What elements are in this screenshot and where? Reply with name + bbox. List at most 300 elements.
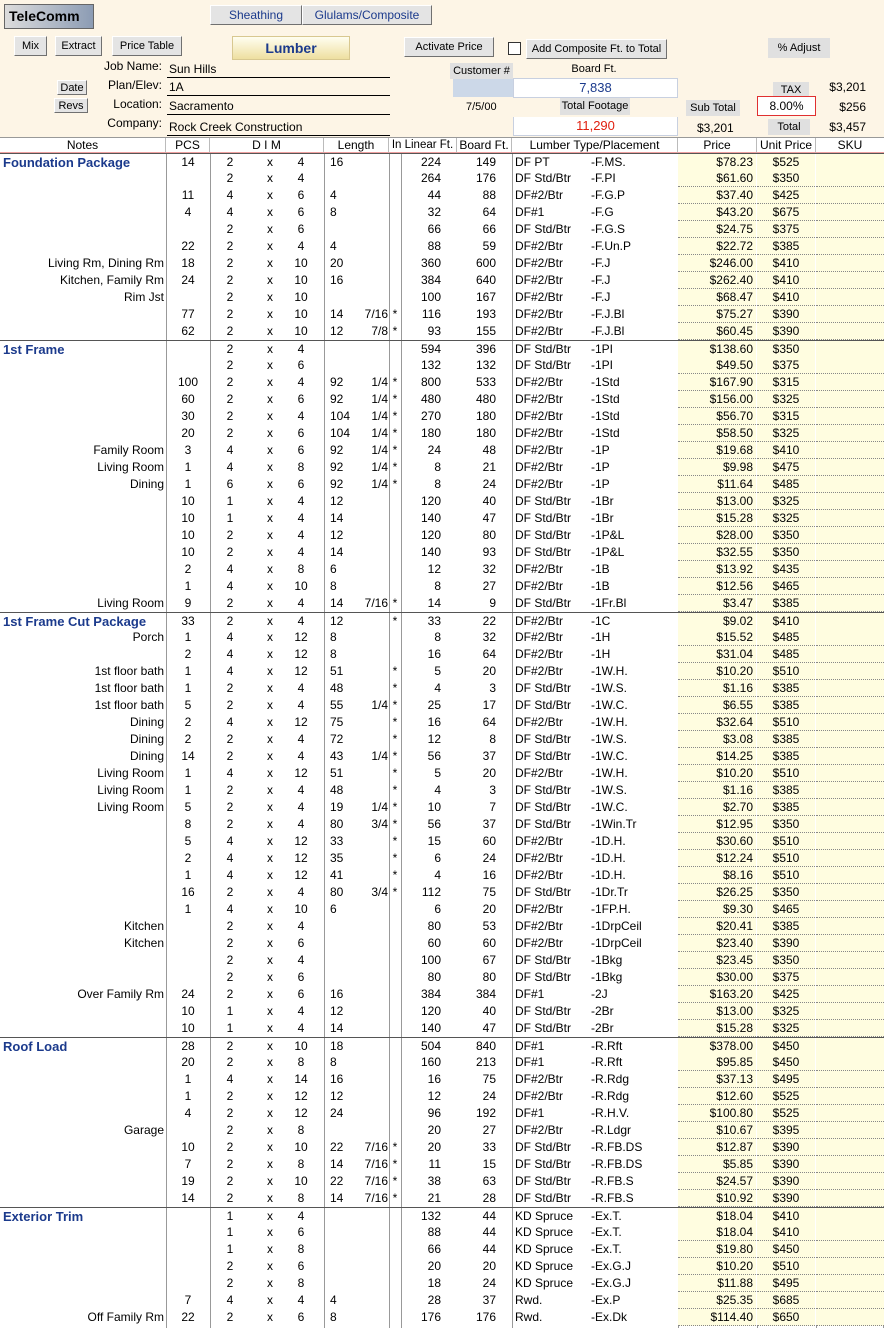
length-fraction-cell[interactable] — [358, 341, 388, 358]
pcs-cell[interactable] — [166, 289, 210, 306]
dim2-cell[interactable]: 6 — [297, 1310, 305, 1324]
dim2-cell[interactable]: 4 — [297, 494, 305, 508]
length-fraction-cell[interactable]: 7/16 — [364, 1140, 388, 1154]
length-fraction-cell[interactable] — [358, 765, 388, 782]
sku-cell[interactable] — [816, 204, 884, 221]
length-fraction-cell[interactable] — [358, 646, 388, 663]
sku-cell[interactable] — [816, 782, 884, 799]
sku-cell[interactable] — [816, 748, 884, 765]
lumber-type-cell[interactable]: DF#2/Btr — [515, 715, 564, 729]
lumber-type-cell[interactable]: DF#2/Btr — [515, 919, 564, 933]
lumber-type-cell[interactable]: DF#2/Btr — [515, 614, 564, 628]
pcs-cell[interactable]: 16 — [181, 885, 195, 899]
placement-cell[interactable]: -1C — [591, 614, 611, 628]
placement-cell[interactable]: -1D.H. — [591, 834, 626, 848]
sku-cell[interactable] — [816, 1071, 884, 1088]
placement-cell[interactable]: -1Bkg — [591, 953, 623, 967]
placement-cell[interactable]: -1P — [591, 477, 610, 491]
length-cell[interactable]: 6 — [330, 902, 337, 916]
unit-price-cell[interactable]: $435 — [757, 561, 815, 578]
unit-price-cell[interactable]: $485 — [757, 476, 815, 493]
dim2-cell[interactable]: 6 — [297, 1225, 305, 1239]
placement-cell[interactable]: -1W.S. — [591, 732, 628, 746]
length-fraction-cell[interactable] — [358, 1309, 388, 1326]
length-fraction-cell[interactable]: 1/4 — [371, 460, 388, 474]
unit-price-cell[interactable]: $350 — [757, 816, 815, 833]
dim1-cell[interactable]: 4 — [226, 868, 234, 882]
lumber-type-cell[interactable]: DF#2/Btr — [515, 239, 564, 253]
length-fraction-cell[interactable]: 1/4 — [371, 426, 388, 440]
pcs-cell[interactable]: 62 — [181, 324, 195, 338]
unit-price-cell[interactable]: $325 — [757, 1020, 815, 1037]
placement-cell[interactable]: -1W.H. — [591, 715, 628, 729]
sku-cell[interactable] — [816, 459, 884, 476]
unit-price-cell[interactable]: $390 — [757, 1190, 815, 1207]
unit-price-cell[interactable]: $410 — [757, 613, 815, 630]
pcs-cell[interactable] — [166, 952, 210, 969]
placement-cell[interactable]: -1H — [591, 647, 611, 661]
length-fraction-cell[interactable] — [358, 1275, 388, 1292]
length-cell[interactable]: 48 — [330, 783, 344, 797]
dim2-cell[interactable]: 4 — [297, 749, 305, 763]
lumber-type-cell[interactable]: DF#2/Btr — [515, 477, 564, 491]
sku-cell[interactable] — [816, 1292, 884, 1309]
sku-cell[interactable] — [816, 1020, 884, 1037]
placement-cell[interactable]: -Ex.Dk — [591, 1310, 627, 1324]
placement-cell[interactable]: -1W.C. — [591, 749, 628, 763]
pcs-cell[interactable] — [166, 1275, 210, 1292]
unit-price-cell[interactable]: $450 — [757, 1054, 815, 1071]
placement-cell[interactable]: -Ex.T. — [591, 1209, 622, 1223]
length-cell[interactable]: 14 — [330, 596, 344, 610]
lumber-type-cell[interactable]: DF Std/Btr — [515, 528, 572, 542]
length-fraction-cell[interactable] — [358, 154, 388, 171]
pcs-cell[interactable]: 10 — [181, 1021, 195, 1035]
dim1-cell[interactable]: 2 — [226, 1157, 234, 1171]
unit-price-cell[interactable]: $390 — [757, 323, 815, 340]
lumber-type-cell[interactable]: KD Spruce — [515, 1259, 574, 1273]
placement-cell[interactable]: -F.Un.P — [591, 239, 632, 253]
length-fraction-cell[interactable] — [358, 867, 388, 884]
lumber-type-cell[interactable]: DF Std/Btr — [515, 596, 572, 610]
lumber-type-cell[interactable]: DF#2/Btr — [515, 851, 564, 865]
pcs-cell[interactable]: 8 — [184, 817, 192, 831]
dim1-cell[interactable]: 2 — [226, 749, 234, 763]
sku-cell[interactable] — [816, 969, 884, 986]
length-fraction-cell[interactable] — [358, 613, 388, 630]
length-cell[interactable]: 12 — [330, 1089, 344, 1103]
pcs-cell[interactable]: 22 — [181, 239, 195, 253]
length-fraction-cell[interactable] — [358, 782, 388, 799]
pcs-cell[interactable]: 2 — [184, 647, 192, 661]
company-field[interactable]: Rock Creek Construction — [167, 119, 390, 136]
placement-cell[interactable]: -F.J — [591, 290, 611, 304]
dim2-cell[interactable]: 6 — [297, 205, 305, 219]
lumber-type-cell[interactable]: DF Std/Btr — [515, 681, 572, 695]
dim1-cell[interactable]: 4 — [226, 1072, 234, 1086]
lumber-type-cell[interactable]: DF#2/Btr — [515, 307, 564, 321]
dim1-cell[interactable]: 2 — [226, 1276, 234, 1290]
dim1-cell[interactable]: 1 — [226, 494, 234, 508]
unit-price-cell[interactable]: $385 — [757, 731, 815, 748]
length-fraction-cell[interactable] — [358, 986, 388, 1003]
length-cell[interactable]: 8 — [330, 579, 337, 593]
lumber-type-cell[interactable]: DF#2/Btr — [515, 256, 564, 270]
pcs-cell[interactable]: 11 — [181, 188, 195, 202]
pcs-cell[interactable]: 14 — [181, 1191, 195, 1205]
length-fraction-cell[interactable] — [358, 680, 388, 697]
lumber-type-cell[interactable]: DF Std/Btr — [515, 783, 572, 797]
lumber-type-cell[interactable]: DF#2/Btr — [515, 460, 564, 474]
dim2-cell[interactable]: 6 — [297, 987, 305, 1001]
length-fraction-cell[interactable] — [358, 1208, 388, 1225]
pcs-cell[interactable]: 33 — [181, 614, 195, 628]
dim1-cell[interactable]: 4 — [226, 851, 234, 865]
unit-price-cell[interactable]: $350 — [757, 544, 815, 561]
unit-price-cell[interactable]: $485 — [757, 646, 815, 663]
sku-cell[interactable] — [816, 595, 884, 612]
lumber-type-cell[interactable]: DF#2/Btr — [515, 766, 564, 780]
length-cell[interactable]: 12 — [330, 1004, 344, 1018]
unit-price-cell[interactable]: $510 — [757, 765, 815, 782]
placement-cell[interactable]: -2Br — [591, 1004, 614, 1018]
dim2-cell[interactable]: 4 — [297, 783, 305, 797]
dim1-cell[interactable]: 4 — [226, 664, 234, 678]
length-cell[interactable]: 8 — [330, 205, 337, 219]
pcs-cell[interactable]: 19 — [181, 1174, 195, 1188]
length-cell[interactable]: 104 — [330, 426, 351, 440]
unit-price-cell[interactable]: $315 — [757, 408, 815, 425]
dim1-cell[interactable]: 2 — [226, 783, 234, 797]
dim2-cell[interactable]: 10 — [294, 1174, 308, 1188]
length-fraction-cell[interactable] — [358, 918, 388, 935]
dim2-cell[interactable]: 4 — [297, 1004, 305, 1018]
dim1-cell[interactable]: 1 — [226, 1209, 234, 1223]
lumber-type-cell[interactable]: DF#2/Btr — [515, 936, 564, 950]
lumber-type-cell[interactable]: DF Std/Btr — [515, 817, 572, 831]
placement-cell[interactable]: -1DrpCeil — [591, 919, 642, 933]
placement-cell[interactable]: -1Fr.Bl — [591, 596, 627, 610]
length-cell[interactable]: 12 — [330, 528, 344, 542]
pcs-cell[interactable] — [166, 1122, 210, 1139]
unit-price-cell[interactable]: $350 — [757, 341, 815, 358]
length-fraction-cell[interactable] — [358, 850, 388, 867]
unit-price-cell[interactable]: $410 — [757, 1224, 815, 1241]
placement-cell[interactable]: -F.J — [591, 256, 611, 270]
dim1-cell[interactable]: 4 — [226, 562, 234, 576]
lumber-type-cell[interactable]: DF Std/Btr — [515, 494, 572, 508]
length-fraction-cell[interactable] — [358, 952, 388, 969]
length-fraction-cell[interactable] — [358, 1071, 388, 1088]
unit-price-cell[interactable]: $325 — [757, 425, 815, 442]
length-fraction-cell[interactable] — [358, 629, 388, 646]
dim2-cell[interactable]: 6 — [297, 426, 305, 440]
unit-price-cell[interactable]: $510 — [757, 867, 815, 884]
dim2-cell[interactable]: 6 — [297, 970, 305, 984]
length-cell[interactable]: 12 — [330, 494, 344, 508]
lumber-type-cell[interactable]: DF Std/Btr — [515, 698, 572, 712]
dim2-cell[interactable]: 4 — [297, 885, 305, 899]
length-cell[interactable]: 19 — [330, 800, 344, 814]
unit-price-cell[interactable]: $685 — [757, 1292, 815, 1309]
placement-cell[interactable]: -1P — [591, 443, 610, 457]
sku-cell[interactable] — [816, 731, 884, 748]
dim2-cell[interactable]: 6 — [297, 936, 305, 950]
sku-cell[interactable] — [816, 1054, 884, 1071]
sku-cell[interactable] — [816, 578, 884, 595]
unit-price-cell[interactable]: $325 — [757, 1003, 815, 1020]
length-fraction-cell[interactable] — [358, 833, 388, 850]
dim2-cell[interactable]: 4 — [297, 409, 305, 423]
dim2-cell[interactable]: 4 — [297, 732, 305, 746]
lumber-type-cell[interactable]: DF Std/Btr — [515, 749, 572, 763]
lumber-type-cell[interactable]: DF Std/Btr — [515, 358, 572, 372]
length-cell[interactable]: 6 — [330, 562, 337, 576]
sku-cell[interactable] — [816, 374, 884, 391]
pcs-cell[interactable]: 20 — [181, 1055, 195, 1069]
placement-cell[interactable]: -1Win.Tr — [591, 817, 637, 831]
length-fraction-cell[interactable]: 7/16 — [364, 1174, 388, 1188]
dim2-cell[interactable]: 4 — [297, 155, 305, 169]
dim2-cell[interactable]: 4 — [297, 1021, 305, 1035]
placement-cell[interactable]: -R.FB.S — [591, 1174, 634, 1188]
unit-price-cell[interactable]: $525 — [757, 1088, 815, 1105]
placement-cell[interactable]: -R.H.V. — [591, 1106, 630, 1120]
length-cell[interactable]: 4 — [330, 239, 337, 253]
dim2-cell[interactable]: 8 — [297, 1276, 305, 1290]
length-cell[interactable]: 35 — [330, 851, 344, 865]
dim2-cell[interactable]: 10 — [294, 256, 308, 270]
sku-cell[interactable] — [816, 1139, 884, 1156]
dim1-cell[interactable]: 2 — [226, 290, 234, 304]
dim1-cell[interactable]: 2 — [226, 324, 234, 338]
dim1-cell[interactable]: 2 — [226, 256, 234, 270]
lumber-type-cell[interactable]: DF Std/Btr — [515, 545, 572, 559]
dim2-cell[interactable]: 10 — [294, 1140, 308, 1154]
pcs-cell[interactable]: 1 — [184, 868, 192, 882]
unit-price-cell[interactable]: $485 — [757, 629, 815, 646]
unit-price-cell[interactable]: $525 — [757, 1105, 815, 1122]
dim1-cell[interactable]: 2 — [226, 1089, 234, 1103]
placement-cell[interactable]: -F.G — [591, 205, 614, 219]
sku-cell[interactable] — [816, 816, 884, 833]
dim2-cell[interactable]: 4 — [297, 953, 305, 967]
placement-cell[interactable]: -1Std — [591, 426, 620, 440]
pcs-cell[interactable]: 2 — [184, 851, 192, 865]
unit-price-cell[interactable]: $510 — [757, 663, 815, 680]
dim1-cell[interactable]: 2 — [226, 1140, 234, 1154]
lumber-type-cell[interactable]: Rwd. — [515, 1310, 543, 1324]
dim2-cell[interactable]: 4 — [297, 698, 305, 712]
unit-price-cell[interactable]: $315 — [757, 374, 815, 391]
length-fraction-cell[interactable]: 1/4 — [371, 392, 388, 406]
unit-price-cell[interactable]: $410 — [757, 289, 815, 306]
pct-adjust-button[interactable]: % Adjust — [768, 38, 830, 58]
placement-cell[interactable]: -1Std — [591, 392, 620, 406]
length-cell[interactable]: 8 — [330, 630, 337, 644]
lumber-type-cell[interactable]: DF#1 — [515, 1106, 545, 1120]
length-fraction-cell[interactable] — [358, 1224, 388, 1241]
length-cell[interactable]: 12 — [330, 324, 344, 338]
unit-price-cell[interactable]: $675 — [757, 204, 815, 221]
dim1-cell[interactable]: 2 — [226, 1191, 234, 1205]
unit-price-cell[interactable]: $375 — [757, 969, 815, 986]
dim1-cell[interactable]: 4 — [226, 579, 234, 593]
unit-price-cell[interactable]: $375 — [757, 357, 815, 374]
dim2-cell[interactable]: 4 — [297, 1293, 305, 1307]
length-cell[interactable]: 104 — [330, 409, 351, 423]
pcs-cell[interactable]: 10 — [181, 545, 195, 559]
unit-price-cell[interactable]: $450 — [757, 1038, 815, 1055]
dim1-cell[interactable]: 1 — [226, 1021, 234, 1035]
unit-price-cell[interactable]: $510 — [757, 833, 815, 850]
placement-cell[interactable]: -1D.H. — [591, 868, 626, 882]
placement-cell[interactable]: -1W.S. — [591, 783, 628, 797]
lumber-type-cell[interactable]: DF#2/Btr — [515, 868, 564, 882]
sku-cell[interactable] — [816, 1208, 884, 1225]
add-composite-checkbox[interactable] — [508, 42, 521, 55]
lumber-type-cell[interactable]: DF Std/Btr — [515, 342, 572, 356]
sku-cell[interactable] — [816, 850, 884, 867]
dim1-cell[interactable]: 2 — [226, 1106, 234, 1120]
pcs-cell[interactable]: 1 — [184, 766, 192, 780]
length-fraction-cell[interactable] — [358, 561, 388, 578]
dim2-cell[interactable]: 6 — [297, 188, 305, 202]
dim1-cell[interactable]: 2 — [226, 342, 234, 356]
length-fraction-cell[interactable]: 7/16 — [364, 1191, 388, 1205]
unit-price-cell[interactable]: $385 — [757, 697, 815, 714]
tab-glulams-composite[interactable]: Glulams/Composite — [302, 5, 432, 25]
dim2-cell[interactable]: 12 — [294, 715, 308, 729]
dim2-cell[interactable]: 4 — [297, 342, 305, 356]
sku-cell[interactable] — [816, 680, 884, 697]
length-fraction-cell[interactable] — [358, 1258, 388, 1275]
dim2-cell[interactable]: 4 — [297, 614, 305, 628]
length-fraction-cell[interactable] — [358, 663, 388, 680]
unit-price-cell[interactable]: $410 — [757, 272, 815, 289]
sku-cell[interactable] — [816, 221, 884, 238]
dim1-cell[interactable]: 2 — [226, 375, 234, 389]
dim1-cell[interactable]: 4 — [226, 766, 234, 780]
sku-cell[interactable] — [816, 1258, 884, 1275]
lumber-type-cell[interactable]: DF#2/Btr — [515, 834, 564, 848]
pcs-cell[interactable]: 10 — [181, 528, 195, 542]
pcs-cell[interactable]: 5 — [184, 800, 192, 814]
dim2-cell[interactable]: 10 — [294, 273, 308, 287]
length-cell[interactable]: 72 — [330, 732, 344, 746]
lumber-type-cell[interactable]: KD Spruce — [515, 1225, 574, 1239]
placement-cell[interactable]: -F.G.P — [591, 188, 626, 202]
sku-cell[interactable] — [816, 1173, 884, 1190]
length-cell[interactable]: 22 — [330, 1140, 344, 1154]
dim1-cell[interactable]: 4 — [226, 834, 234, 848]
dim2-cell[interactable]: 10 — [294, 307, 308, 321]
dim2-cell[interactable]: 12 — [294, 851, 308, 865]
sku-cell[interactable] — [816, 323, 884, 340]
placement-cell[interactable]: -1W.H. — [591, 766, 628, 780]
dim2-cell[interactable]: 12 — [294, 630, 308, 644]
sku-cell[interactable] — [816, 408, 884, 425]
sku-cell[interactable] — [816, 833, 884, 850]
length-cell[interactable]: 92 — [330, 443, 344, 457]
length-cell[interactable]: 14 — [330, 511, 344, 525]
length-cell[interactable]: 41 — [330, 868, 344, 882]
activate-price-button[interactable]: Activate Price — [404, 37, 494, 57]
lumber-type-cell[interactable]: DF#2/Btr — [515, 188, 564, 202]
dim1-cell[interactable]: 2 — [226, 987, 234, 1001]
sku-cell[interactable] — [816, 1275, 884, 1292]
placement-cell[interactable]: -1P — [591, 460, 610, 474]
dim1-cell[interactable]: 2 — [226, 885, 234, 899]
length-cell[interactable]: 14 — [330, 1157, 344, 1171]
placement-cell[interactable]: -R.FB.DS — [591, 1157, 643, 1171]
length-fraction-cell[interactable] — [358, 544, 388, 561]
length-cell[interactable]: 8 — [330, 1310, 337, 1324]
unit-price-cell[interactable]: $495 — [757, 1071, 815, 1088]
placement-cell[interactable]: -1P&L — [591, 545, 625, 559]
lumber-type-cell[interactable]: DF Std/Btr — [515, 1157, 572, 1171]
pcs-cell[interactable]: 1 — [184, 664, 192, 678]
lumber-type-cell[interactable]: DF Std/Btr — [515, 511, 572, 525]
location-field[interactable]: Sacramento — [167, 98, 390, 115]
dim1-cell[interactable]: 2 — [226, 545, 234, 559]
dim1-cell[interactable]: 4 — [226, 460, 234, 474]
length-fraction-cell[interactable] — [358, 1105, 388, 1122]
length-cell[interactable]: 8 — [330, 1055, 337, 1069]
placement-cell[interactable]: -F.G.S — [591, 222, 626, 236]
sku-cell[interactable] — [816, 867, 884, 884]
date-button[interactable]: Date — [57, 80, 87, 95]
dim2-cell[interactable]: 4 — [297, 511, 305, 525]
pcs-cell[interactable]: 5 — [184, 698, 192, 712]
sku-cell[interactable] — [816, 935, 884, 952]
length-cell[interactable]: 33 — [330, 834, 344, 848]
unit-price-cell[interactable]: $385 — [757, 918, 815, 935]
unit-price-cell[interactable]: $525 — [757, 154, 815, 171]
dim1-cell[interactable]: 2 — [226, 1039, 234, 1053]
pcs-cell[interactable]: 14 — [181, 155, 195, 169]
sku-cell[interactable] — [816, 1156, 884, 1173]
dim2-cell[interactable]: 4 — [297, 919, 305, 933]
unit-price-cell[interactable]: $465 — [757, 901, 815, 918]
lumber-type-cell[interactable]: DF#2/Btr — [515, 902, 564, 916]
lumber-type-cell[interactable]: DF#2/Btr — [515, 426, 564, 440]
length-cell[interactable]: 14 — [330, 1021, 344, 1035]
unit-price-cell[interactable]: $385 — [757, 595, 815, 612]
sku-cell[interactable] — [816, 187, 884, 204]
dim1-cell[interactable]: 4 — [226, 630, 234, 644]
pcs-cell[interactable] — [166, 1241, 210, 1258]
lumber-type-cell[interactable]: DF#2/Btr — [515, 324, 564, 338]
dim2-cell[interactable]: 4 — [297, 545, 305, 559]
pcs-cell[interactable]: 18 — [181, 256, 195, 270]
length-cell[interactable]: 4 — [330, 1293, 337, 1307]
lumber-type-cell[interactable]: KD Spruce — [515, 1276, 574, 1290]
dim1-cell[interactable]: 2 — [226, 1310, 234, 1324]
sku-cell[interactable] — [816, 986, 884, 1003]
dim2-cell[interactable]: 4 — [297, 375, 305, 389]
lumber-type-cell[interactable]: DF#1 — [515, 1039, 545, 1053]
pcs-cell[interactable] — [166, 221, 210, 238]
length-fraction-cell[interactable] — [358, 1088, 388, 1105]
lumber-type-cell[interactable]: DF#2/Btr — [515, 290, 564, 304]
dim1-cell[interactable]: 2 — [226, 222, 234, 236]
placement-cell[interactable]: -1W.S. — [591, 681, 628, 695]
pcs-cell[interactable]: 100 — [177, 375, 199, 389]
dim1-cell[interactable]: 2 — [226, 919, 234, 933]
placement-cell[interactable]: -1W.C. — [591, 698, 628, 712]
price-table-button[interactable]: Price Table — [112, 36, 182, 56]
